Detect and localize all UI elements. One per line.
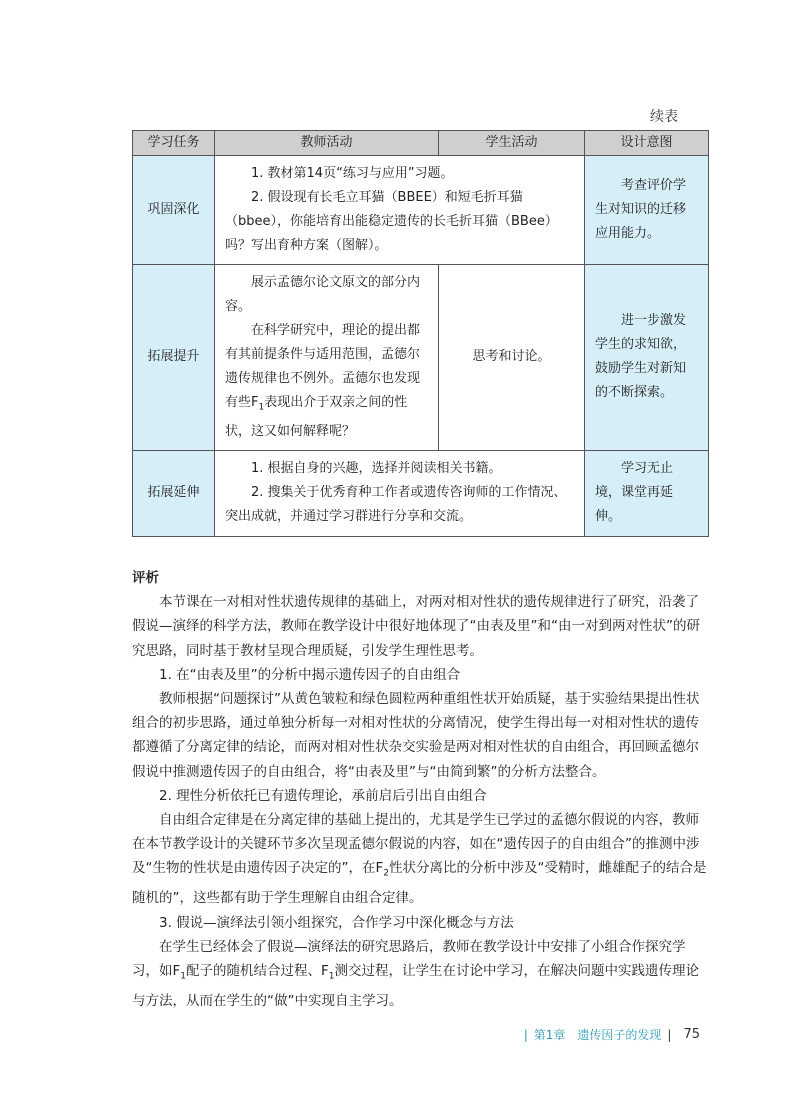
- teacher-item: 1. 教材第14页“练习与应用”习题。: [251, 166, 454, 181]
- teacher-item: 1. 根据自身的兴趣，选择并阅读相关书籍。: [251, 461, 502, 477]
- teacher-cell: [215, 265, 439, 451]
- table-row: [133, 450, 709, 536]
- design-cell: [585, 450, 709, 536]
- review-heading: 评析: [132, 570, 159, 586]
- footer-chapter: 第1章 遗传因子的发现: [533, 1028, 662, 1042]
- design-text: 学习无止境，课堂再延伸。: [595, 461, 674, 525]
- teacher-cell: [215, 156, 585, 265]
- teacher-item: 2. 搜集关于优秀育种工作者或遗传咨询师的工作情况、突出成就，并通过学习群进行分享和交流。: [225, 485, 567, 525]
- task-cell: 巩固深化: [133, 156, 215, 265]
- header-design: 设计意图: [585, 131, 709, 156]
- review-paragraph-3: 在学生已经体会了假说—演绎法的研究思路后，教师在教学设计中安排了小组合作探究学习，如$F_1$配子的随机结合过程、$F_1$测交过程，让学生在讨论中学习，在解决问题中实践遗传理论与方法，从而在学生的“做”中实现自主学习。: [132, 938, 699, 1009]
- design-cell: [585, 156, 709, 265]
- teacher-item: 展示孟德尔论文原文的部分内容。: [225, 275, 421, 314]
- review-subheading-1: 1. 在“由表及里”的分析中揭示遗传因子的自由组合: [159, 666, 461, 683]
- review-paragraph-2: 自由组合定律是在分离定律的基础上提出的，尤其是学生已学过的孟德尔假说的内容，教师在本节教学设计的关键环节多次呈现孟德尔假说的内容，如在“遗传因子的自由组合”的推测中涉及“生物的性状是由遗传因子决定的”，在$F_2$性状分离比的分析中涉及“受精时，雌雄配子的结合是随机的”，这些都有助于学生理解自由组合定律。: [132, 812, 707, 907]
- student-cell: 思考和讨论。: [439, 265, 585, 451]
- table-row: [133, 156, 709, 265]
- header-teacher: 教师活动: [215, 131, 439, 156]
- lesson-table: [132, 130, 709, 537]
- header-task: 学习任务: [133, 131, 215, 156]
- page-footer: [518, 1026, 700, 1043]
- table-header-row: [133, 131, 709, 156]
- review-subheading-2: 2. 理性分析依托已有遗传理论，承前启后引出自由组合: [159, 787, 487, 804]
- continued-label: 续表: [650, 109, 678, 125]
- design-cell: [585, 265, 709, 451]
- task-cell: 拓展提升: [133, 265, 215, 451]
- footer-divider: |: [523, 1027, 528, 1042]
- teacher-item: 在科学研究中，理论的提出都有其前提条件与适用范围，孟德尔遗传规律也不例外。孟德尔也发现有些$F_1$表现出介于双亲之间的性状，这又如何解释呢？: [225, 323, 421, 439]
- review-subheading-3: 3. 假说—演绎法引领小组探究，合作学习中深化概念与方法: [159, 914, 514, 931]
- design-text: 考查评价学生对知识的迁移应用能力。: [595, 178, 687, 241]
- design-text: 进一步激发学生的求知欲，鼓励学生对新知的不断探索。: [595, 313, 687, 401]
- teacher-item: 2. 假设现有长毛立耳猫（BBEE）和短毛折耳猫（bbee），你能培育出能稳定遗传的长毛折耳猫（BBee）吗？写出育种方案（图解）。: [225, 190, 558, 253]
- header-student: 学生活动: [439, 131, 585, 156]
- page-number: 75: [683, 1027, 700, 1042]
- review-paragraph-1: 教师根据“问题探讨”从黄色皱粒和绿色圆粒两种重组性状开始质疑，基于实验结果提出性状组合的初步思路，通过单独分析每一对相对性状的分离情况，使学生得出每一对相对性状的遗传都遵循了分离定律的结论，而两对相对性状杂交实验是两对相对性状的自由组合，再回顾孟德尔假说中推测遗传因子的自由组合，将“由表及里”与“由简到繁”的分析方法整合。: [132, 691, 700, 780]
- review-intro: 本节课在一对相对性状遗传规律的基础上，对两对相对性状的遗传规律进行了研究，沿袭了假说—演绎的科学方法，教师在教学设计中很好地体现了“由表及里”和“由一对到两对性状”的研究思路，同时基于教材呈现合理质疑，引发学生理性思考。: [132, 594, 700, 659]
- task-cell: 拓展延伸: [133, 450, 215, 536]
- review-section: [132, 566, 710, 1013]
- table-row: [133, 265, 709, 451]
- footer-divider: |: [667, 1027, 672, 1042]
- teacher-cell: [215, 450, 585, 536]
